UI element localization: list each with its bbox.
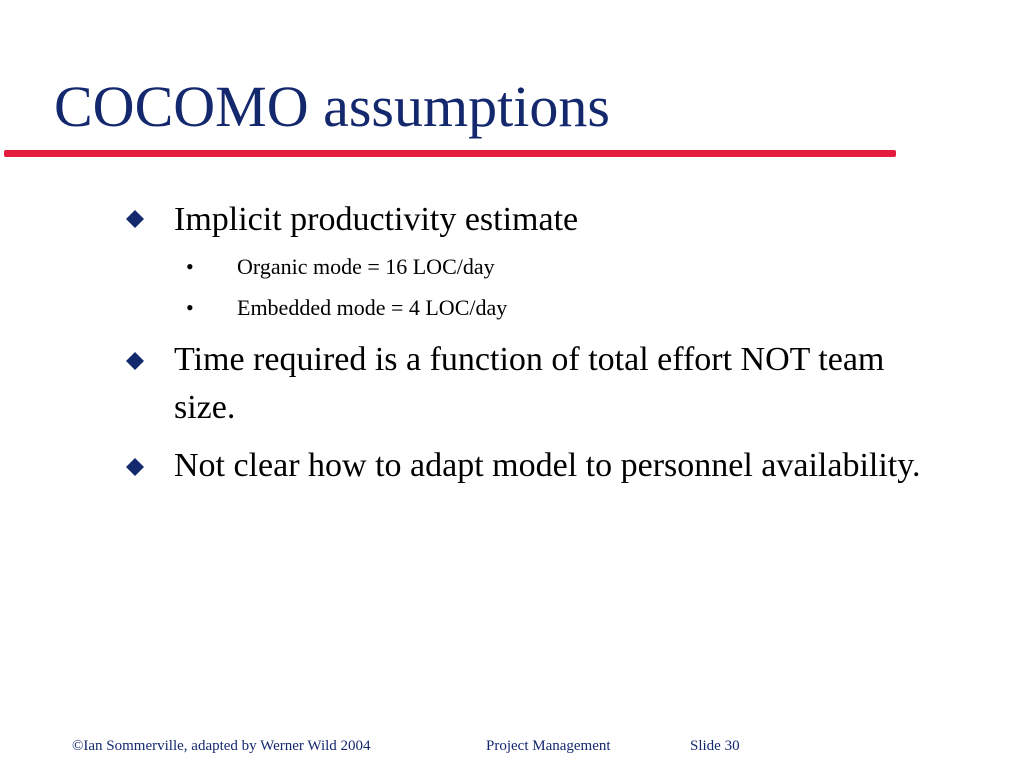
sub-bullet-dot: • [186,295,194,320]
bullet-text: Time required is a function of total effort NOT team size. [174,341,885,426]
diamond-bullet-icon [125,351,145,371]
diamond-bullet-icon [125,457,145,477]
sub-bullet-text: Embedded mode = 4 LOC/day [237,295,508,320]
diamond-bullet-icon [125,209,145,229]
bullet-text: Implicit productivity estimate [174,201,579,238]
sub-bullet-text: Organic mode = 16 LOC/day [237,254,495,279]
footer-copyright: ©Ian Sommerville, adapted by Werner Wild 2004 [72,738,371,754]
footer-course-title: Project Management [486,738,611,754]
sub-bullet-dot: • [186,254,194,279]
slide-title: COCOMO assumptions [54,74,610,139]
bullet-text: Not clear how to adapt model to personnel availability. [174,447,921,484]
footer-slide-number: Slide 30 [690,738,740,754]
